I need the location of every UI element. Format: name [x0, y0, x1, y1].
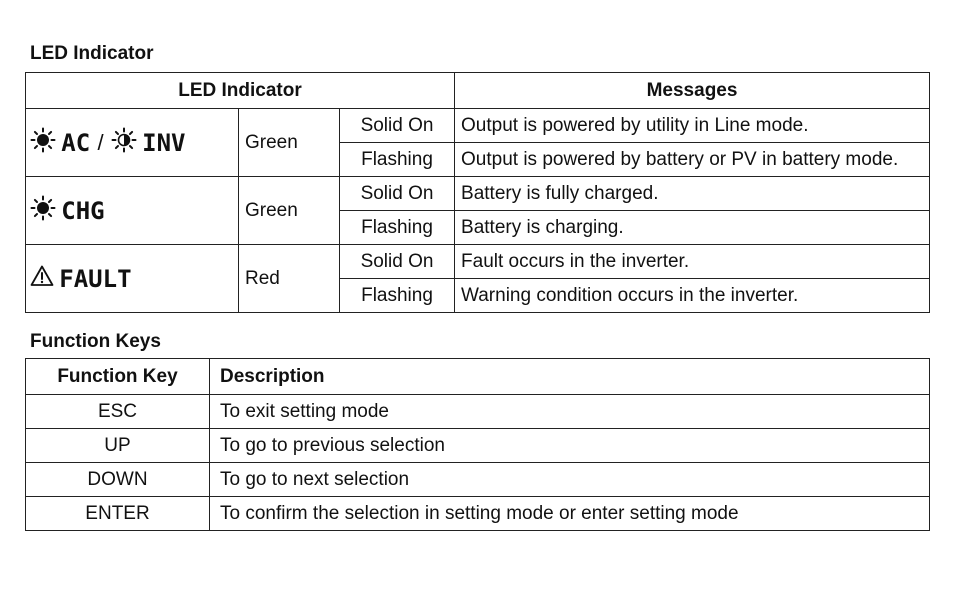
indicator-label-fault: FAULT [59, 264, 132, 293]
table-row [26, 497, 930, 531]
indicator-label-inv: INV [142, 128, 186, 157]
function-key-cell: DOWN [26, 463, 210, 497]
led-row [26, 245, 930, 279]
description-cell: To confirm the selection in setting mode or enter setting mode [210, 497, 930, 531]
led-state-cell: Solid On [340, 245, 455, 279]
function-keys-title: Function Keys [30, 331, 161, 352]
function-key-cell: UP [26, 429, 210, 463]
table-row [26, 429, 930, 463]
led-message-cell: Output is powered by utility in Line mode. [455, 109, 930, 143]
led-message-cell: Fault occurs in the inverter. [455, 245, 930, 279]
indicator-cell-fault [26, 245, 239, 313]
description-header: Description [210, 359, 930, 395]
table-row [26, 463, 930, 497]
led-message-cell: Battery is fully charged. [455, 177, 930, 211]
indicator-separator: / [97, 129, 104, 155]
warning-triangle-icon [30, 264, 54, 294]
indicator-cell-chg [26, 177, 239, 245]
led-state-cell: Flashing [340, 279, 455, 313]
led-indicator-table [25, 72, 930, 313]
led-row [26, 109, 930, 143]
messages-header: Messages [455, 73, 930, 109]
indicator-label-chg: CHG [61, 196, 105, 225]
led-state-cell: Flashing [340, 211, 455, 245]
sun-half-icon [111, 127, 137, 159]
function-key-cell: ENTER [26, 497, 210, 531]
function-key-header: Function Key [26, 359, 210, 395]
led-state-cell: Solid On [340, 177, 455, 211]
led-state-cell: Flashing [340, 143, 455, 177]
sun-solid-icon [30, 195, 56, 227]
led-message-cell: Output is powered by battery or PV in battery mode. [455, 143, 930, 177]
description-cell: To go to next selection [210, 463, 930, 497]
description-cell: To exit setting mode [210, 395, 930, 429]
led-row [26, 177, 930, 211]
function-keys-header-row [26, 359, 930, 395]
function-key-cell: ESC [26, 395, 210, 429]
led-message-cell: Battery is charging. [455, 211, 930, 245]
led-message-cell: Warning condition occurs in the inverter. [455, 279, 930, 313]
description-cell: To go to previous selection [210, 429, 930, 463]
led-section-title: LED Indicator [30, 43, 154, 64]
led-color-cell: Green [239, 177, 340, 245]
led-state-cell: Solid On [340, 109, 455, 143]
led-color-cell: Green [239, 109, 340, 177]
sun-solid-icon [30, 127, 56, 159]
led-color-cell: Red [239, 245, 340, 313]
indicator-cell-ac-inv [26, 109, 239, 177]
led-header-row [26, 73, 930, 109]
table-row [26, 395, 930, 429]
led-indicator-header: LED Indicator [26, 73, 455, 109]
indicator-label-ac: AC [61, 128, 91, 157]
function-keys-table [25, 358, 930, 531]
